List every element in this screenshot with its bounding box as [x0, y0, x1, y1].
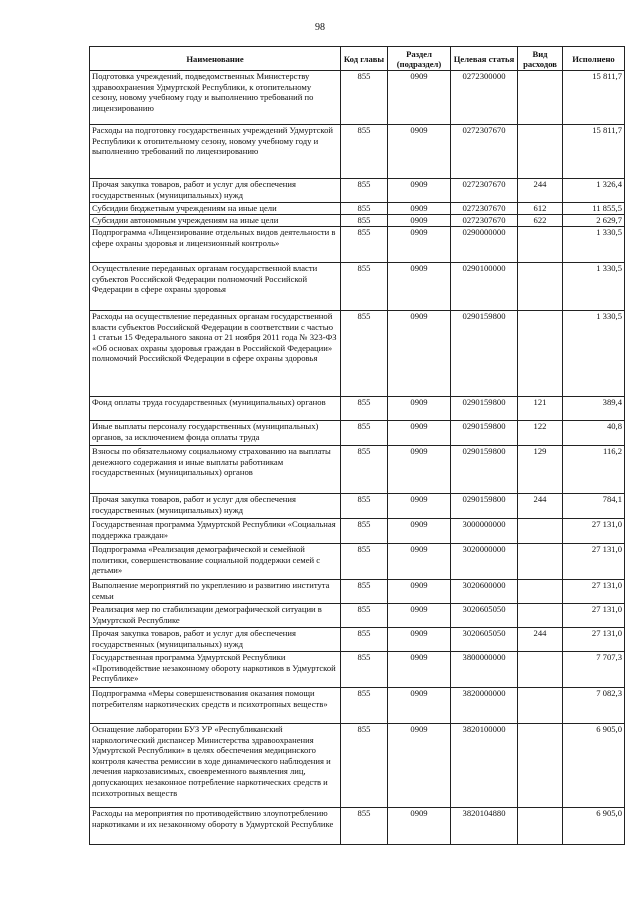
cell-target: 3820100000: [451, 724, 518, 808]
cell-name: Государственная программа Удмуртской Республики «Противодействие незаконному обороту наркотиков в Удмуртской Республике»: [90, 652, 341, 688]
cell-kind: [518, 263, 563, 311]
table-row: [90, 652, 625, 688]
cell-target: 0290159800: [451, 421, 518, 446]
table-row: [90, 808, 625, 845]
cell-code: 855: [341, 179, 388, 203]
cell-code: 855: [341, 71, 388, 125]
table-header-row: [90, 47, 625, 71]
cell-section: 0909: [388, 494, 451, 519]
cell-kind: [518, 808, 563, 845]
cell-section: 0909: [388, 215, 451, 227]
table-row: [90, 179, 625, 203]
cell-section: 0909: [388, 71, 451, 125]
cell-executed: 27 131,0: [563, 580, 625, 604]
cell-target: 3020605050: [451, 604, 518, 628]
cell-name: Государственная программа Удмуртской Республики «Социальная поддержка граждан»: [90, 519, 341, 544]
cell-target: 3020000000: [451, 544, 518, 580]
cell-name: Подпрограмма «Лицензирование отдельных видов деятельности в сфере охраны здоровья и лицензионный контроль»: [90, 227, 341, 263]
header-target: Целевая статья: [451, 47, 518, 71]
cell-kind: [518, 580, 563, 604]
cell-section: 0909: [388, 446, 451, 494]
cell-code: 855: [341, 215, 388, 227]
table-row: [90, 580, 625, 604]
cell-section: 0909: [388, 580, 451, 604]
table-row: [90, 203, 625, 215]
cell-executed: 1 330,5: [563, 263, 625, 311]
cell-kind: [518, 519, 563, 544]
cell-target: 0272307670: [451, 125, 518, 179]
cell-kind: 129: [518, 446, 563, 494]
cell-executed: 27 131,0: [563, 544, 625, 580]
cell-kind: 122: [518, 421, 563, 446]
cell-name: Прочая закупка товаров, работ и услуг для обеспечения государственных (муниципальных) нужд: [90, 494, 341, 519]
cell-code: 855: [341, 203, 388, 215]
cell-target: 0290159800: [451, 311, 518, 397]
cell-target: 0290159800: [451, 494, 518, 519]
cell-executed: 27 131,0: [563, 628, 625, 652]
table-row: [90, 519, 625, 544]
cell-code: 855: [341, 421, 388, 446]
cell-name: Расходы на осуществление переданных органам государственной власти субъектов Российской Федерации в соответствии с частью 1 статьи 15 Федерального закона от 21 ноября 2011 года № 323-ФЗ «Об основах охраны здоровья граждан в Российской Федерации» полномочий Российской Федерации в сфере охраны здоровья: [90, 311, 341, 397]
table-row: [90, 604, 625, 628]
table-row: [90, 227, 625, 263]
cell-executed: 1 330,5: [563, 311, 625, 397]
cell-kind: [518, 311, 563, 397]
cell-name: Фонд оплаты труда государственных (муниципальных) органов: [90, 397, 341, 421]
cell-name: Подпрограмма «Реализация демографической и семейной политики, совершенствование социальной поддержки семей с детьми»: [90, 544, 341, 580]
cell-section: 0909: [388, 227, 451, 263]
cell-target: 0272307670: [451, 215, 518, 227]
table-row: [90, 263, 625, 311]
table-row: [90, 71, 625, 125]
cell-section: 0909: [388, 179, 451, 203]
cell-kind: [518, 227, 563, 263]
cell-executed: 6 905,0: [563, 724, 625, 808]
cell-target: 0290159800: [451, 446, 518, 494]
cell-code: 855: [341, 724, 388, 808]
cell-code: 855: [341, 544, 388, 580]
budget-table: [89, 46, 625, 845]
cell-code: 855: [341, 494, 388, 519]
cell-kind: 612: [518, 203, 563, 215]
cell-code: 855: [341, 263, 388, 311]
cell-kind: [518, 652, 563, 688]
cell-name: Реализация мер по стабилизации демографической ситуации в Удмуртской Республике: [90, 604, 341, 628]
cell-section: 0909: [388, 203, 451, 215]
cell-name: Выполнение мероприятий по укреплению и развитию института семьи: [90, 580, 341, 604]
cell-section: 0909: [388, 604, 451, 628]
cell-section: 0909: [388, 628, 451, 652]
cell-target: 0290159800: [451, 397, 518, 421]
cell-code: 855: [341, 808, 388, 845]
cell-name: Оснащение лаборатории БУЗ УР «Республиканский наркологический диспансер Министерства здравоохранения Удмуртской Республики» в целях обеспечения медицинского контроля качества ремиссии в ходе динамического наблюдения и лечения наркозависимых, своевременного выявления лиц, допускающих незаконное потребление наркотических средств и психотропных веществ: [90, 724, 341, 808]
cell-target: 3000000000: [451, 519, 518, 544]
cell-executed: 6 905,0: [563, 808, 625, 845]
cell-name: Прочая закупка товаров, работ и услуг для обеспечения государственных (муниципальных) нужд: [90, 179, 341, 203]
cell-target: 3820104880: [451, 808, 518, 845]
cell-section: 0909: [388, 125, 451, 179]
page-number: 98: [315, 22, 325, 33]
cell-kind: 121: [518, 397, 563, 421]
cell-kind: [518, 604, 563, 628]
cell-section: 0909: [388, 519, 451, 544]
cell-executed: 15 811,7: [563, 71, 625, 125]
cell-code: 855: [341, 519, 388, 544]
cell-name: Взносы по обязательному социальному страхованию на выплаты денежного содержания и иные выплаты работникам государственных (муниципальных) органов: [90, 446, 341, 494]
table-row: [90, 421, 625, 446]
cell-kind: 244: [518, 179, 563, 203]
cell-executed: 27 131,0: [563, 604, 625, 628]
header-section: Раздел (подраздел): [388, 47, 451, 71]
cell-name: Расходы на мероприятия по противодействию злоупотреблению наркотиками и их незаконному обороту в Удмуртской Республике: [90, 808, 341, 845]
cell-kind: 244: [518, 628, 563, 652]
table-row: [90, 628, 625, 652]
cell-target: 0272307670: [451, 203, 518, 215]
cell-code: 855: [341, 628, 388, 652]
cell-code: 855: [341, 580, 388, 604]
cell-section: 0909: [388, 688, 451, 724]
cell-executed: 11 855,5: [563, 203, 625, 215]
table-row: [90, 125, 625, 179]
cell-code: 855: [341, 604, 388, 628]
cell-executed: 1 326,4: [563, 179, 625, 203]
cell-executed: 15 811,7: [563, 125, 625, 179]
cell-name: Расходы на подготовку государственных учреждений Удмуртской Республики к отопительному сезону, новому учебному году и выполнению требований по лицензированию: [90, 125, 341, 179]
cell-section: 0909: [388, 544, 451, 580]
table-body: [90, 71, 625, 845]
cell-executed: 116,2: [563, 446, 625, 494]
cell-kind: [518, 724, 563, 808]
cell-kind: [518, 688, 563, 724]
cell-section: 0909: [388, 397, 451, 421]
cell-target: 3800000000: [451, 652, 518, 688]
cell-executed: 2 629,7: [563, 215, 625, 227]
cell-executed: 389,4: [563, 397, 625, 421]
cell-executed: 27 131,0: [563, 519, 625, 544]
cell-target: 3020600000: [451, 580, 518, 604]
table-row: [90, 215, 625, 227]
table-row: [90, 688, 625, 724]
cell-code: 855: [341, 652, 388, 688]
cell-kind: [518, 544, 563, 580]
header-name: Наименование: [90, 47, 341, 71]
cell-section: 0909: [388, 311, 451, 397]
header-code: Код главы: [341, 47, 388, 71]
table-row: [90, 494, 625, 519]
cell-section: 0909: [388, 724, 451, 808]
cell-code: 855: [341, 227, 388, 263]
cell-target: 0290000000: [451, 227, 518, 263]
table-row: [90, 544, 625, 580]
cell-name: Прочая закупка товаров, работ и услуг для обеспечения государственных (муниципальных) нужд: [90, 628, 341, 652]
cell-code: 855: [341, 688, 388, 724]
cell-section: 0909: [388, 263, 451, 311]
cell-name: Иные выплаты персоналу государственных (муниципальных) органов, за исключением фонда оплаты труда: [90, 421, 341, 446]
table-row: [90, 311, 625, 397]
table-row: [90, 397, 625, 421]
cell-target: 3020605050: [451, 628, 518, 652]
cell-kind: [518, 125, 563, 179]
header-executed: Исполнено: [563, 47, 625, 71]
cell-name: Подготовка учреждений, подведомственных Министерству здравоохранения Удмуртской Республики, к отопительному сезону, новому учебному году и выполнению требований по лицензированию: [90, 71, 341, 125]
cell-kind: 622: [518, 215, 563, 227]
cell-code: 855: [341, 311, 388, 397]
cell-section: 0909: [388, 421, 451, 446]
cell-name: Субсидии автономным учреждениям на иные цели: [90, 215, 341, 227]
cell-kind: 244: [518, 494, 563, 519]
cell-executed: 784,1: [563, 494, 625, 519]
cell-executed: 7 082,3: [563, 688, 625, 724]
table-row: [90, 446, 625, 494]
cell-code: 855: [341, 397, 388, 421]
cell-target: 0272300000: [451, 71, 518, 125]
cell-code: 855: [341, 125, 388, 179]
table-row: [90, 724, 625, 808]
cell-section: 0909: [388, 652, 451, 688]
cell-section: 0909: [388, 808, 451, 845]
cell-executed: 1 330,5: [563, 227, 625, 263]
cell-kind: [518, 71, 563, 125]
cell-target: 0272307670: [451, 179, 518, 203]
cell-target: 0290100000: [451, 263, 518, 311]
cell-name: Подпрограмма «Меры совершенствования оказания помощи потребителям наркотических средств и психотропных веществ»: [90, 688, 341, 724]
cell-target: 3820000000: [451, 688, 518, 724]
cell-name: Осуществление переданных органам государственной власти субъектов Российской Федерации полномочий Российской Федерации в сфере охраны здоровья: [90, 263, 341, 311]
header-kind: Вид расходов: [518, 47, 563, 71]
cell-executed: 40,8: [563, 421, 625, 446]
cell-executed: 7 707,3: [563, 652, 625, 688]
cell-code: 855: [341, 446, 388, 494]
cell-name: Субсидии бюджетным учреждениям на иные цели: [90, 203, 341, 215]
